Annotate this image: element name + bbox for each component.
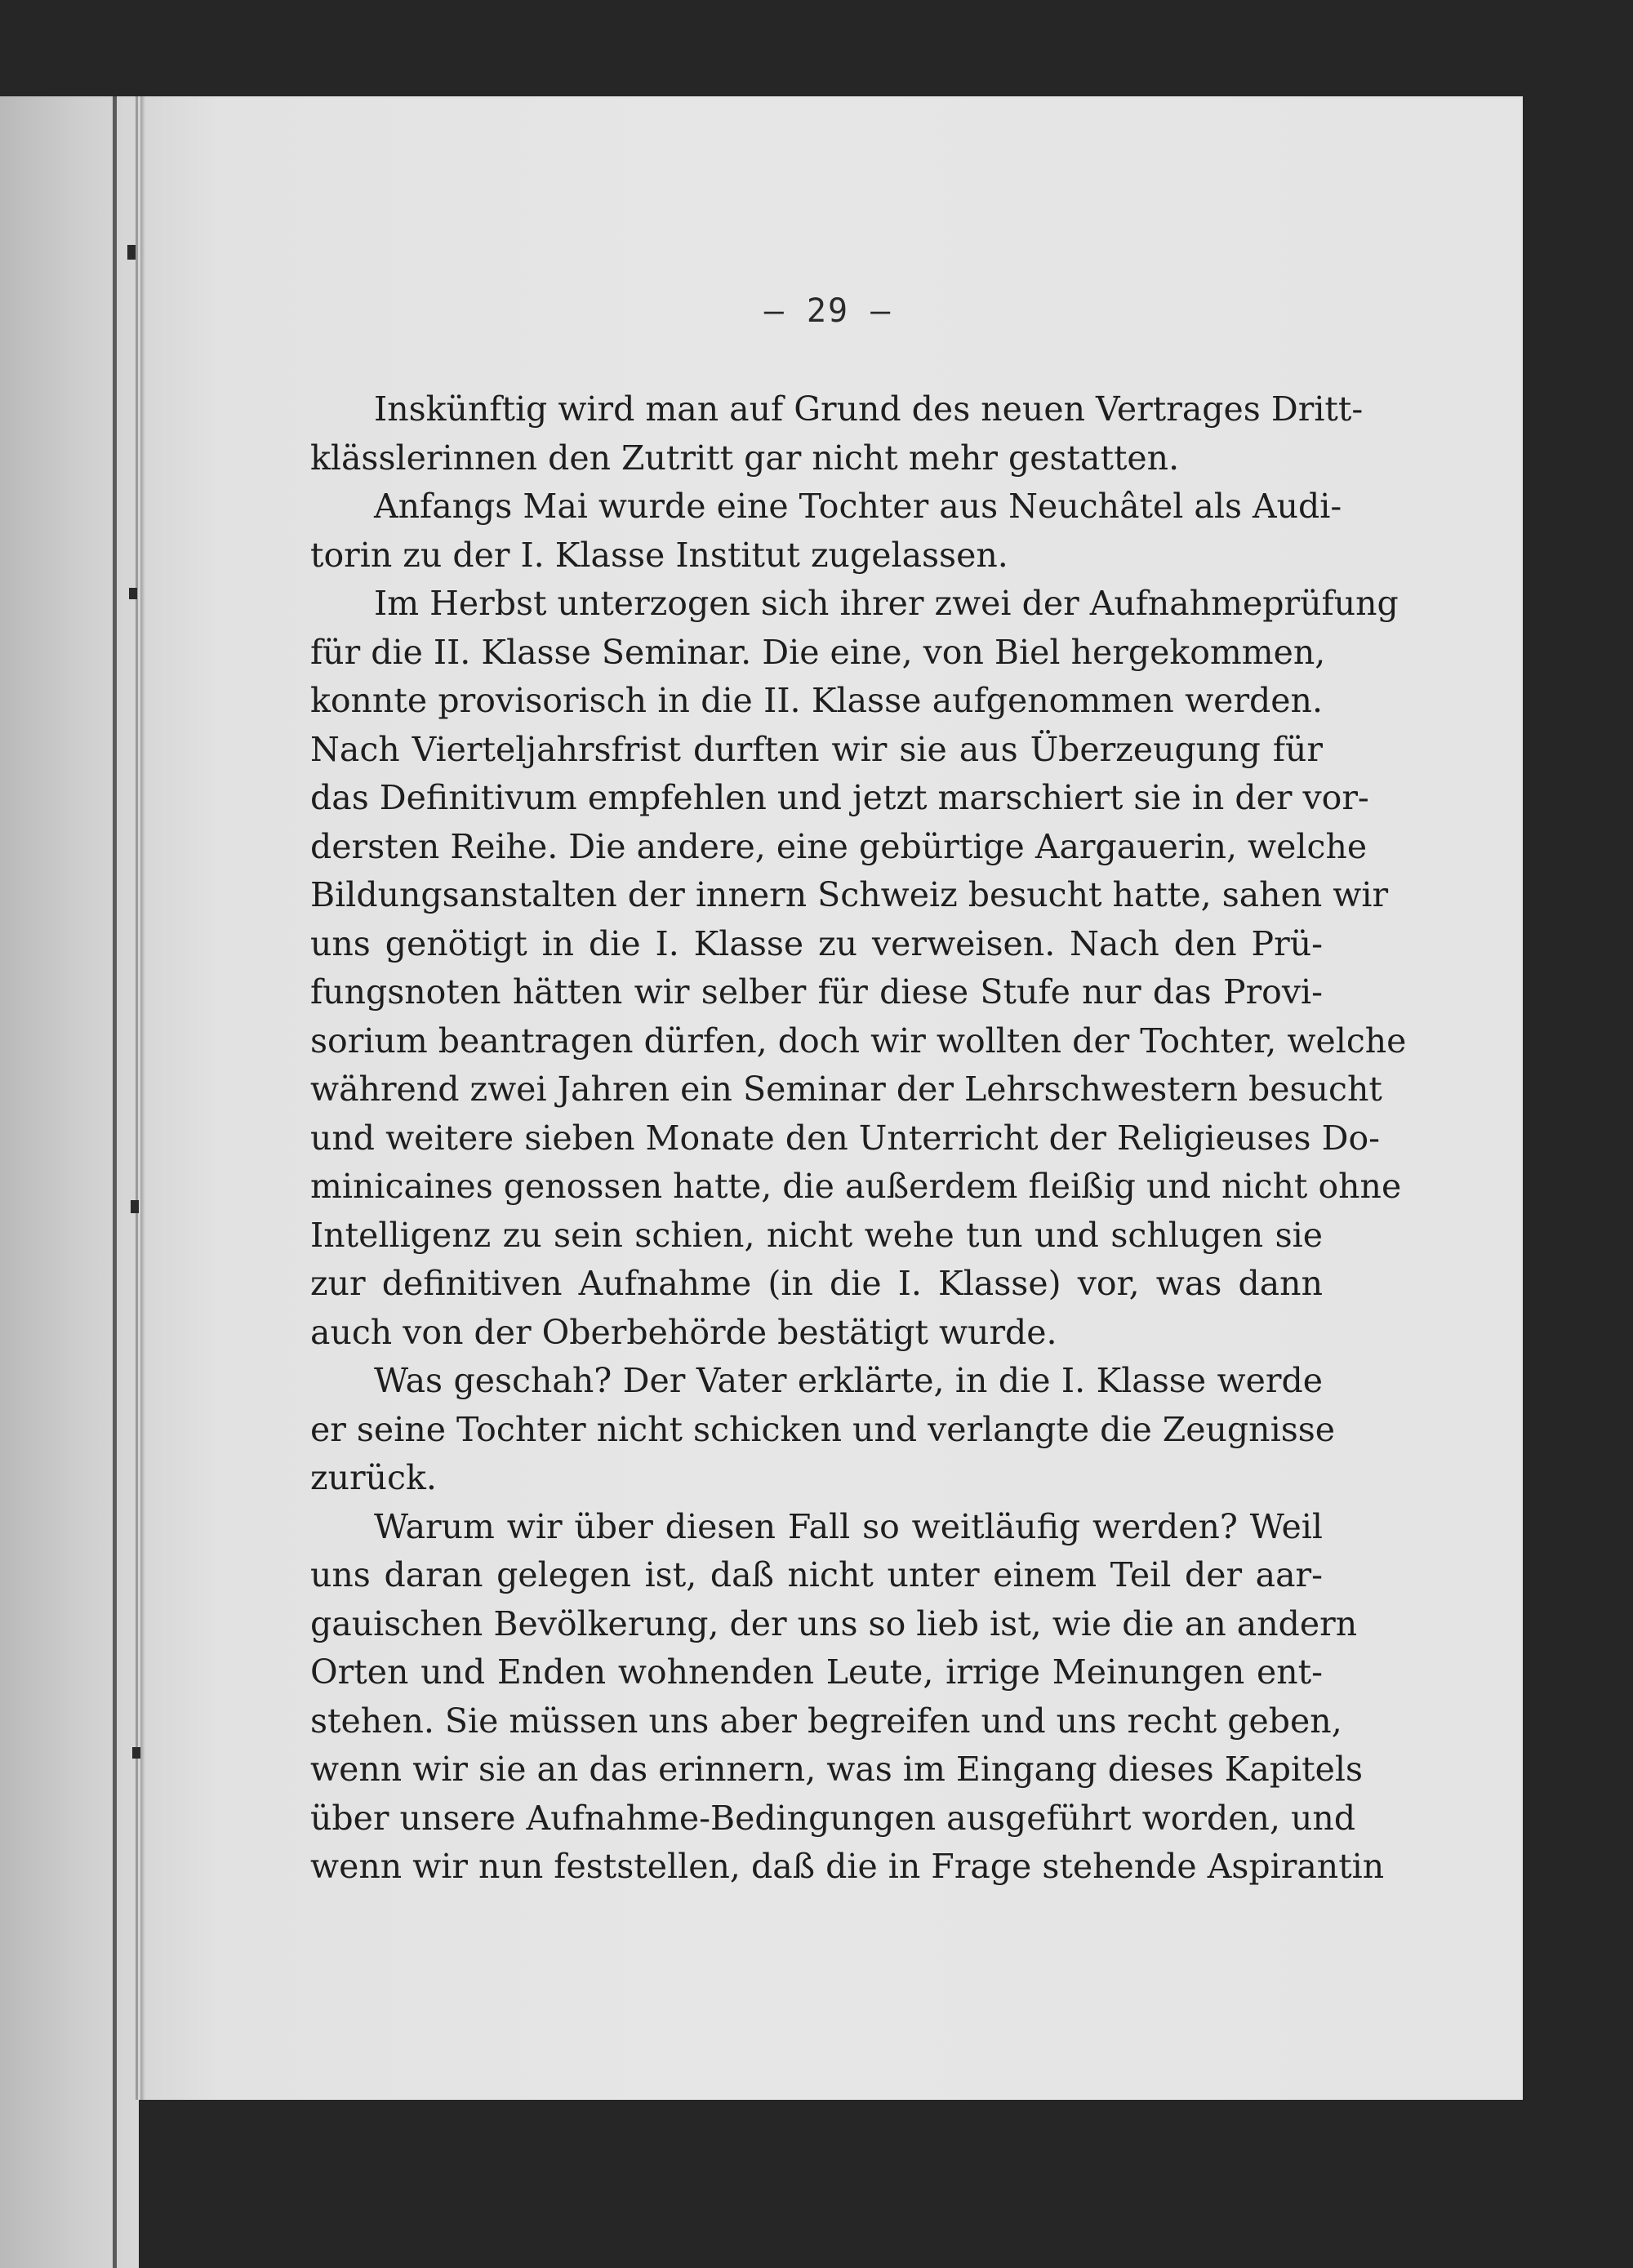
text-line: dersten Reihe. Die andere, eine gebürtige Aargauerin, welche	[310, 826, 1368, 866]
text-line: zur definitiven Aufnahme (in die I. Klasse) vor, was dann	[310, 1264, 1323, 1303]
text-line: konnte provisorisch in die II. Klasse aufgenommen werden.	[310, 681, 1323, 720]
text-line: zurück.	[310, 1458, 437, 1497]
text-line: für die II. Klasse Seminar. Die eine, von Biel hergekommen,	[310, 632, 1326, 672]
text-line: und weitere sieben Monate den Unterricht der Religieuses Do-	[310, 1118, 1380, 1158]
text-line: während zwei Jahren ein Seminar der Lehrschwestern besucht	[310, 1070, 1382, 1109]
facing-page-edge	[0, 96, 139, 2268]
text-line: uns daran gelegen ist, daß nicht unter einem Teil der aar-	[310, 1555, 1323, 1594]
binding-mark	[129, 588, 137, 599]
binding-mark	[132, 1747, 140, 1759]
text-line: über unsere Aufnahme-Bedingungen ausgeführt worden, und	[310, 1798, 1356, 1838]
binding-mark	[131, 1200, 139, 1213]
text-line: Orten und Enden wohnenden Leute, irrige Meinungen ent-	[310, 1652, 1323, 1692]
text-line: Inskünftig wird man auf Grund des neuen Vertrages Dritt-	[374, 389, 1364, 429]
text-line: das Definitivum empfehlen und jetzt marschiert sie in der vor-	[310, 778, 1369, 817]
text-line: auch von der Oberbehörde bestätigt wurde.	[310, 1312, 1057, 1352]
text-line: sorium beantragen dürfen, doch wir wollten der Tochter, welche	[310, 1021, 1407, 1061]
text-line: minicaines genossen hatte, die außerdem fleißig und nicht ohne	[310, 1167, 1402, 1206]
text-line: Intelligenz zu sein schien, nicht wehe tun und schlugen sie	[310, 1215, 1323, 1255]
text-line: wenn wir nun feststellen, daß die in Frage stehende Aspirantin	[310, 1847, 1385, 1886]
text-line: Was geschah? Der Vater erklärte, in die I. Klasse werde	[374, 1361, 1323, 1400]
text-line: er seine Tochter nicht schicken und verlangte die Zeugnisse	[310, 1409, 1336, 1449]
page-crease-shadow	[140, 96, 145, 2100]
text-line: fungsnoten hätten wir selber für diese Stufe nur das Provi-	[310, 972, 1323, 1012]
text-line: Nach Vierteljahrsfrist durften wir sie aus Überzeugung für	[310, 729, 1323, 769]
text-line: klässlerinnen den Zutritt gar nicht mehr gestatten.	[310, 438, 1180, 478]
text-line: wenn wir sie an das erinnern, was im Eingang dieses Kapitels	[310, 1750, 1364, 1789]
text-line: Im Herbst unterzogen sich ihrer zwei der Aufnahmeprüfung	[374, 584, 1399, 623]
text-line: Anfangs Mai wurde eine Tochter aus Neuchâtel als Audi-	[374, 487, 1342, 526]
text-line: stehen. Sie müssen uns aber begreifen und uns recht geben,	[310, 1701, 1342, 1741]
page-number: — 29 —	[763, 292, 892, 330]
book-gutter	[113, 96, 117, 2268]
text-line: Bildungsanstalten der innern Schweiz besucht hatte, sahen wir	[310, 875, 1389, 914]
binding-mark	[127, 245, 136, 260]
text-line: torin zu der I. Klasse Institut zugelassen.	[310, 535, 1008, 575]
text-line: gauischen Bevölkerung, der uns so lieb ist, wie die an andern	[310, 1603, 1358, 1643]
text-line: Warum wir über diesen Fall so weitläufig werden? Weil	[374, 1506, 1323, 1546]
text-line: uns genötigt in die I. Klasse zu verweisen. Nach den Prü-	[310, 923, 1323, 963]
body-text	[310, 385, 1407, 1892]
